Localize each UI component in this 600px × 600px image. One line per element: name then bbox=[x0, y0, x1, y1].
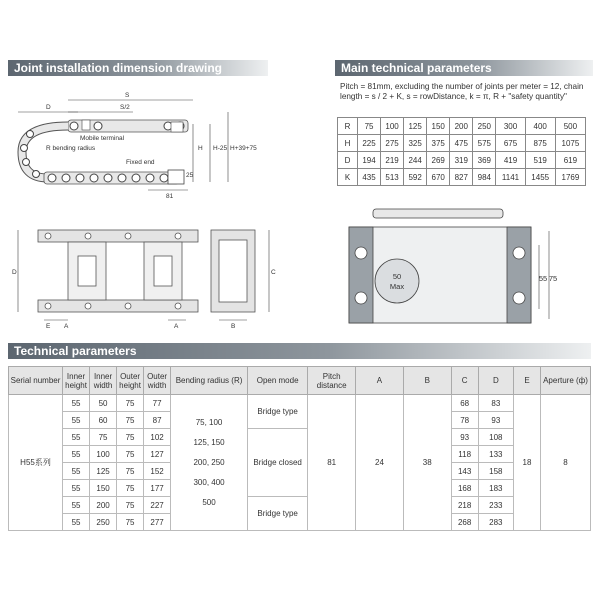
d-cell: 233 bbox=[478, 497, 513, 514]
dimension-cell: 250 bbox=[90, 514, 117, 531]
dimension-cell: 55 bbox=[63, 395, 90, 412]
frame-front-drawing bbox=[8, 222, 203, 334]
param-cell: 194 bbox=[358, 152, 381, 169]
c-cell: 68 bbox=[451, 395, 478, 412]
section-title: Joint installation dimension drawing bbox=[14, 61, 223, 75]
column-header: Inner height bbox=[63, 367, 90, 395]
bending-radius-value: 300, 400 bbox=[193, 477, 225, 487]
d-cell: 108 bbox=[478, 429, 513, 446]
dim-75-label: 75 bbox=[548, 274, 558, 283]
param-row-label: K bbox=[338, 169, 358, 186]
dimension-cell: 100 bbox=[90, 446, 117, 463]
dimension-cell: 55 bbox=[63, 446, 90, 463]
param-cell: 150 bbox=[427, 118, 450, 135]
serial-number-cell: H55系列 bbox=[9, 395, 63, 531]
column-header: Aperture (ф) bbox=[541, 367, 591, 395]
technical-parameters-table bbox=[8, 366, 591, 531]
dim-s-label: S bbox=[125, 92, 130, 99]
param-cell: 219 bbox=[381, 152, 404, 169]
param-cell: 400 bbox=[525, 118, 555, 135]
param-cell: 519 bbox=[525, 152, 555, 169]
section-header-main bbox=[335, 60, 593, 76]
param-row-label: H bbox=[338, 135, 358, 152]
dimension-cell: 200 bbox=[90, 497, 117, 514]
bending-radius-value: 500 bbox=[202, 497, 216, 507]
dimension-cell: 75 bbox=[90, 429, 117, 446]
param-cell: 675 bbox=[496, 135, 525, 152]
column-header: D bbox=[478, 367, 513, 395]
column-header: Bending radius (R) bbox=[171, 367, 248, 395]
param-cell: 250 bbox=[473, 118, 496, 135]
d-cell: 183 bbox=[478, 480, 513, 497]
dimension-cell: 127 bbox=[144, 446, 171, 463]
dimension-cell: 75 bbox=[117, 463, 144, 480]
param-cell: 500 bbox=[555, 118, 585, 135]
param-cell: 1455 bbox=[525, 169, 555, 186]
param-cell: 200 bbox=[450, 118, 473, 135]
column-header: Serial number bbox=[9, 367, 63, 395]
cross-section-drawing bbox=[335, 205, 558, 335]
dim-55-label: 55 bbox=[538, 274, 548, 283]
column-header: Outer height bbox=[117, 367, 144, 395]
a-cell: 24 bbox=[356, 395, 404, 531]
dimension-cell: 55 bbox=[63, 480, 90, 497]
frame-side-drawing bbox=[205, 222, 285, 334]
c-cell: 218 bbox=[451, 497, 478, 514]
dim-a-label: A bbox=[64, 323, 69, 330]
param-row-label: D bbox=[338, 152, 358, 169]
section-header-joint bbox=[8, 60, 268, 76]
d-cell: 93 bbox=[478, 412, 513, 429]
section-title: Technical parameters bbox=[14, 344, 137, 358]
param-cell: 670 bbox=[427, 169, 450, 186]
dimension-cell: 152 bbox=[144, 463, 171, 480]
dim-a-label: A bbox=[174, 323, 179, 330]
param-row bbox=[338, 118, 586, 135]
table-row bbox=[9, 497, 591, 514]
param-cell: 475 bbox=[450, 135, 473, 152]
param-cell: 419 bbox=[496, 152, 525, 169]
column-header: C bbox=[451, 367, 478, 395]
dimension-cell: 75 bbox=[117, 497, 144, 514]
column-header: Inner width bbox=[90, 367, 117, 395]
param-cell: 1141 bbox=[496, 169, 525, 186]
dimension-cell: 55 bbox=[63, 497, 90, 514]
param-cell: 125 bbox=[404, 118, 427, 135]
c-cell: 78 bbox=[451, 412, 478, 429]
param-row-label: R bbox=[338, 118, 358, 135]
aperture-cell: 8 bbox=[541, 395, 591, 531]
dimension-cell: 60 bbox=[90, 412, 117, 429]
dimension-cell: 55 bbox=[63, 514, 90, 531]
param-cell: 513 bbox=[381, 169, 404, 186]
dim-h25-label: H-25 bbox=[213, 145, 228, 152]
dim-d-label: D bbox=[12, 269, 17, 276]
column-header: E bbox=[514, 367, 541, 395]
dim-25-label: 25 bbox=[186, 172, 194, 179]
param-cell: 244 bbox=[404, 152, 427, 169]
max-label: Max bbox=[389, 282, 405, 291]
bending-radius-value: 75, 100 bbox=[195, 417, 223, 427]
bending-radius-cell bbox=[171, 395, 248, 531]
dim-b-label: B bbox=[231, 323, 236, 330]
dimension-cell: 75 bbox=[117, 480, 144, 497]
param-cell: 100 bbox=[381, 118, 404, 135]
param-cell: 319 bbox=[450, 152, 473, 169]
dimension-cell: 75 bbox=[117, 412, 144, 429]
bending-radius-value: 200, 250 bbox=[193, 457, 225, 467]
param-cell: 375 bbox=[427, 135, 450, 152]
open-mode-cell: Bridge type bbox=[248, 395, 308, 429]
param-cell: 300 bbox=[496, 118, 525, 135]
dim-50-label: 50 bbox=[392, 272, 402, 281]
param-cell: 1769 bbox=[555, 169, 585, 186]
dimension-cell: 125 bbox=[90, 463, 117, 480]
bending-radius-value: 125, 150 bbox=[193, 437, 225, 447]
dim-c-label: C bbox=[271, 269, 276, 276]
param-cell: 592 bbox=[404, 169, 427, 186]
dimension-cell: 227 bbox=[144, 497, 171, 514]
chain-side-drawing bbox=[8, 82, 257, 207]
dimension-cell: 150 bbox=[90, 480, 117, 497]
param-row bbox=[338, 152, 586, 169]
dimension-cell: 55 bbox=[63, 463, 90, 480]
pitch-note: Pitch = 81mm, excluding the number of joints per meter = 12, chain length = s / 2 + K, s = rowDistance, k = π, R + "safety quantity" bbox=[340, 82, 584, 101]
param-cell: 275 bbox=[381, 135, 404, 152]
column-header: Open mode bbox=[248, 367, 308, 395]
d-cell: 133 bbox=[478, 446, 513, 463]
bending-radius-label: R bending radius bbox=[46, 145, 96, 152]
column-header: Pitch distance bbox=[308, 367, 356, 395]
section-title: Main technical parameters bbox=[341, 61, 492, 75]
b-cell: 38 bbox=[403, 395, 451, 531]
section-header-tech bbox=[8, 343, 591, 359]
param-row bbox=[338, 169, 586, 186]
dim-hr-label: H+39+75 bbox=[230, 145, 257, 152]
param-cell: 875 bbox=[525, 135, 555, 152]
c-cell: 268 bbox=[451, 514, 478, 531]
c-cell: 93 bbox=[451, 429, 478, 446]
main-params-table bbox=[337, 117, 586, 186]
dimension-cell: 55 bbox=[63, 412, 90, 429]
dimension-cell: 75 bbox=[117, 514, 144, 531]
table-row bbox=[9, 429, 591, 446]
dimension-cell: 102 bbox=[144, 429, 171, 446]
dim-h-label: H bbox=[198, 145, 203, 152]
param-cell: 75 bbox=[358, 118, 381, 135]
dimension-cell: 277 bbox=[144, 514, 171, 531]
param-cell: 827 bbox=[450, 169, 473, 186]
chain-links bbox=[21, 120, 189, 184]
param-cell: 1075 bbox=[555, 135, 585, 152]
d-cell: 158 bbox=[478, 463, 513, 480]
dimension-cell: 75 bbox=[117, 395, 144, 412]
dim-81-label: 81 bbox=[166, 193, 174, 200]
fixed-end-label: Fixed end bbox=[126, 159, 155, 166]
column-header: A bbox=[356, 367, 404, 395]
param-cell: 619 bbox=[555, 152, 585, 169]
e-cell: 18 bbox=[514, 395, 541, 531]
dim-d-label: D bbox=[46, 104, 51, 111]
param-cell: 369 bbox=[473, 152, 496, 169]
param-cell: 225 bbox=[358, 135, 381, 152]
dimension-cell: 50 bbox=[90, 395, 117, 412]
pitch-cell: 81 bbox=[308, 395, 356, 531]
c-cell: 143 bbox=[451, 463, 478, 480]
dimension-cell: 55 bbox=[63, 429, 90, 446]
dimension-cell: 87 bbox=[144, 412, 171, 429]
param-cell: 325 bbox=[404, 135, 427, 152]
dim-e-label: E bbox=[46, 323, 51, 330]
column-header: Outer width bbox=[144, 367, 171, 395]
dimension-cell: 77 bbox=[144, 395, 171, 412]
open-mode-cell: Bridge closed bbox=[248, 429, 308, 497]
mobile-terminal-label: Mobile terminal bbox=[80, 135, 125, 142]
param-row bbox=[338, 135, 586, 152]
table-row bbox=[9, 395, 591, 412]
dim-s2-label: S/2 bbox=[120, 104, 130, 111]
column-header: B bbox=[403, 367, 451, 395]
dimension-cell: 75 bbox=[117, 429, 144, 446]
param-cell: 435 bbox=[358, 169, 381, 186]
c-cell: 168 bbox=[451, 480, 478, 497]
dimension-cell: 177 bbox=[144, 480, 171, 497]
dimension-cell: 75 bbox=[117, 446, 144, 463]
open-mode-cell: Bridge type bbox=[248, 497, 308, 531]
param-cell: 984 bbox=[473, 169, 496, 186]
c-cell: 118 bbox=[451, 446, 478, 463]
d-cell: 83 bbox=[478, 395, 513, 412]
d-cell: 283 bbox=[478, 514, 513, 531]
param-cell: 575 bbox=[473, 135, 496, 152]
param-cell: 269 bbox=[427, 152, 450, 169]
